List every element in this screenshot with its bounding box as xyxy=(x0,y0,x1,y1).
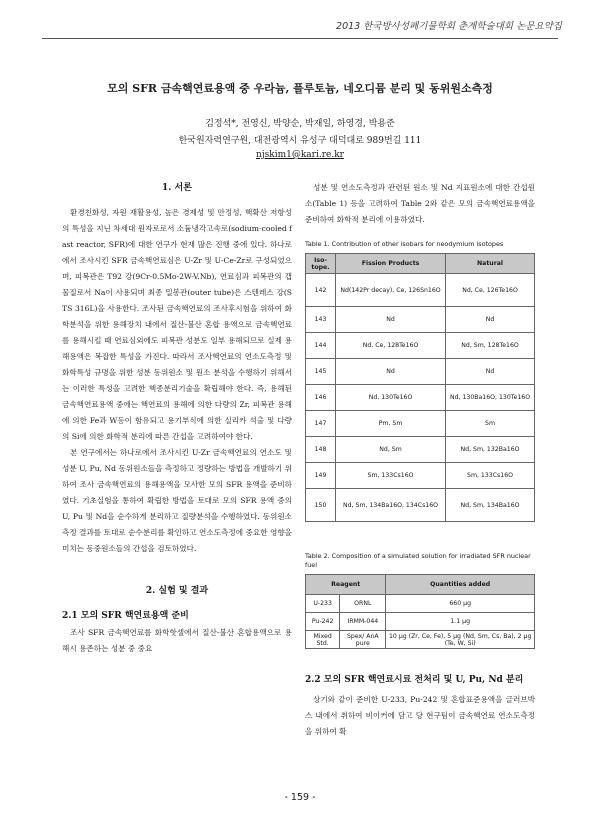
table-2-quantity-cell: 1.1 μg xyxy=(386,613,535,631)
section-2-2-paragraph: 상기와 같이 준비한 U-233, Pu-242 및 혼합표준용액을 글러브박스 내에서 취하여 비이커에 담고 당 현구팀이 금속핵연료 연소도측정을 위하여 확 xyxy=(305,695,535,736)
table-1-natural-cell: Nd, 130Ba16O, 130Te16O xyxy=(446,385,535,411)
table-1 xyxy=(305,253,535,522)
table-1-fission-cell: Nd, 130Te16O xyxy=(336,385,446,411)
table-1-header-natural: Natural xyxy=(446,254,535,274)
section-2-2-heading: 2.2 모의 SFR 핵연료시료 전처리 및 U, Pu, Nd 분리 xyxy=(305,675,524,685)
table-2-header-reagent: Reagent xyxy=(306,575,386,595)
table-1-isotope-cell: 144 xyxy=(306,333,336,359)
table-2-name-cell: Mixed Std. xyxy=(306,631,340,649)
table-1-natural-cell: Nd xyxy=(446,307,535,333)
table-1-isotope-cell: 142 xyxy=(306,274,336,307)
table-1-natural-cell: Nd xyxy=(446,359,535,385)
table-1-fission-cell: Pm, Sm xyxy=(336,411,446,437)
email-link[interactable]: njskim1@kari.re.kr xyxy=(256,150,344,160)
table-2-reagent-cell: Spex/ AnA pure xyxy=(340,631,386,649)
right-column xyxy=(305,180,535,740)
table-2-reagent-cell: ORNL xyxy=(340,595,386,613)
table-1-row xyxy=(306,437,535,463)
table-1-natural-cell: Sm xyxy=(446,411,535,437)
page-number: - 159 - xyxy=(284,792,316,803)
table-1-fission-cell: Sm, 133Cs16O xyxy=(336,463,446,489)
header-rule xyxy=(42,38,558,39)
table-1-isotope-cell: 150 xyxy=(306,489,336,522)
table-2-row xyxy=(306,613,535,631)
table-1-natural-cell: Sm, 133Cs16O xyxy=(446,463,535,489)
table-1-fission-cell: Nd, Sm xyxy=(336,437,446,463)
table-1-row xyxy=(306,307,535,333)
table-2-row xyxy=(306,595,535,613)
left-column xyxy=(62,180,292,657)
intro-paragraph-2: 본 연구에서는 하나로에서 조사시킨 U-Zr 금속핵연료의 연소도 및 성분 U, Pu, Nd 동위원소들을 측정하고 정량하는 방법을 개발하기 위하여 조사 금속핵연료의 용해용액을 모사한 모의 SFR 용액을 준비하였다. 기초실험을 통하여 확립한 방법을 토대로 모의 SFR 용액 중의 U, Pu 및 Nd을 순수하게 분리하고 질량분석을 수행하였다. 동위원소측정 결과를 토대로 순수분리를 확인하고 연소도측정에 중요한 영향을 미치는 동중원소들의 간섭을 검토하였다. xyxy=(62,448,292,553)
table-1-caption: Table 1. Contribution of other isobars for neodymium isotopes xyxy=(305,240,504,248)
table-2-reagent-cell: IRMM-044 xyxy=(340,613,386,631)
running-header: 2013 한국방사성폐기물학회 춘계학술대회 논문요약집 xyxy=(336,21,562,32)
affiliation: 한국원자력연구원, 대전광역시 유성구 대덕대로 989번길 111 xyxy=(178,136,422,146)
section-2-heading: 2. 실험 및 결과 xyxy=(145,586,209,596)
table-2 xyxy=(305,574,535,649)
table-1-row xyxy=(306,385,535,411)
table-1-isotope-cell: 148 xyxy=(306,437,336,463)
table-1-row xyxy=(306,274,535,307)
table-1-fission-cell: Nd, Ce, 128Te16O xyxy=(336,333,446,359)
table-2-quantity-cell: 660 μg xyxy=(386,595,535,613)
table-2-header-quantity: Quantities added xyxy=(386,575,535,595)
section-2-1-heading: 2.1 모의 SFR 핵연료용액 준비 xyxy=(62,611,189,621)
right-paragraph: 성분 및 연소도측정과 관련된 원소 및 Nd 지표원소에 대한 간섭원소(Table 1) 등을 고려하여 Table 2와 같은 모의 금속핵연료용액을 준비하여 화학적 분리에 이용하였다. xyxy=(305,183,535,224)
table-1-fission-cell: Nd, Sm, 134Ba16O, 134Cs16O xyxy=(336,489,446,522)
table-1-natural-cell: Nd, Sm, 134Ba16O xyxy=(446,489,535,522)
table-1-row xyxy=(306,463,535,489)
table-1-fission-cell: Nd(142Pr decay), Ce, 126Sn16O xyxy=(336,274,446,307)
table-1-natural-cell: Nd, Sm, 132Ba16O xyxy=(446,437,535,463)
table-1-isotope-cell: 149 xyxy=(306,463,336,489)
table-1-row xyxy=(306,489,535,522)
table-2-caption: Table 2. Composition of a simulated solution for irradiated SFR nuclear fuel xyxy=(305,552,531,569)
intro-paragraph-1: 환경친화성, 자원 재활용성, 높은 경제성 및 안정성, 핵확산 저항성의 특성을 지닌 차세대 원자로로서 소듐냉각고속로(sodium-cooled fast reactor, SFR)에 대한 연구가 현재 많은 진행 중에 있다. 하나로에서 조사시킨 SFR 금속핵연료심은 U-Zr 및 U-Ce-Zr로 구성되었으며, 피복관은 T92 강(9Cr-0.5Mo-2W-V.Nb), 연료심과 피복관의 갭물질로서 Na이 사용되며 최종 밀봉관(outer tube)은 스텐레스 강(STS 316L)을 사용한다. 조사된 금속핵연료의 조사후시험을 위하여 화학분석을 위한 용해장치 내에서 질산-불산 혼합 용액으로 금속핵연료를 용해시킬 때 연료심외에도 피복관 성분도 일부 용해되므로 실제 용해용액은 복잡한 특성을 가진다. 따라서 조사핵연료의 연소도측정 및 화학특성 규명을 위한 성분 동위원소 및 원소 분석을 수행하기 위해서는 이러한 특성을 고려한 핵종분리기술을 확립해야 한다. 즉, 용해된 금속핵연료용액 중에는 핵연료의 용해에 의한 다량의 Zr, 피복관 용해에 의한 Fe과 W등이 함유되고 용기부식에 의한 실리카 석출 및 다량의 Si에 의한 화학적 분리에 따른 간섭을 고려하여야 한다. xyxy=(62,208,292,441)
table-1-isotope-cell: 147 xyxy=(306,411,336,437)
table-1-natural-cell: Nd, Sm, 128Te16O xyxy=(446,333,535,359)
table-1-isotope-cell: 143 xyxy=(306,307,336,333)
table-2-name-cell: U-233 xyxy=(306,595,340,613)
table-1-header-fission: Fission Products xyxy=(336,254,446,274)
author-list: 김정석*, 전영신, 박양순, 박재일, 하영경, 박용준 xyxy=(205,119,395,129)
table-1-isotope-cell: 145 xyxy=(306,359,336,385)
table-1-natural-cell: Nd, Ce, 126Te16O xyxy=(446,274,535,307)
table-1-isotope-cell: 146 xyxy=(306,385,336,411)
table-1-row xyxy=(306,359,535,385)
section-1-heading: 1. 서론 xyxy=(162,183,192,193)
table-2-row xyxy=(306,631,535,649)
table-1-row xyxy=(306,333,535,359)
table-2-quantity-cell: 10 μg (Zr, Ce, Fe), 5 μg (Nd, Sm, Cs, Ba), 2 μg (Te, W, Si) xyxy=(386,631,535,649)
table-2-name-cell: Pu-242 xyxy=(306,613,340,631)
paper-title: 모의 SFR 금속핵연료용액 중 우라늄, 플루토늄, 네오디뮴 분리 및 동위원소측정 xyxy=(107,82,493,95)
section-2-1-paragraph: 조사 SFR 금속핵연료를 화학핫셀에서 질산-불산 혼합용액으로 용해시 용존하는 성분 중 중요 xyxy=(62,628,292,653)
table-1-fission-cell: Nd xyxy=(336,359,446,385)
table-1-fission-cell: Nd xyxy=(336,307,446,333)
table-1-row xyxy=(306,411,535,437)
table-1-header-isotope: Iso-tope. xyxy=(306,254,336,274)
